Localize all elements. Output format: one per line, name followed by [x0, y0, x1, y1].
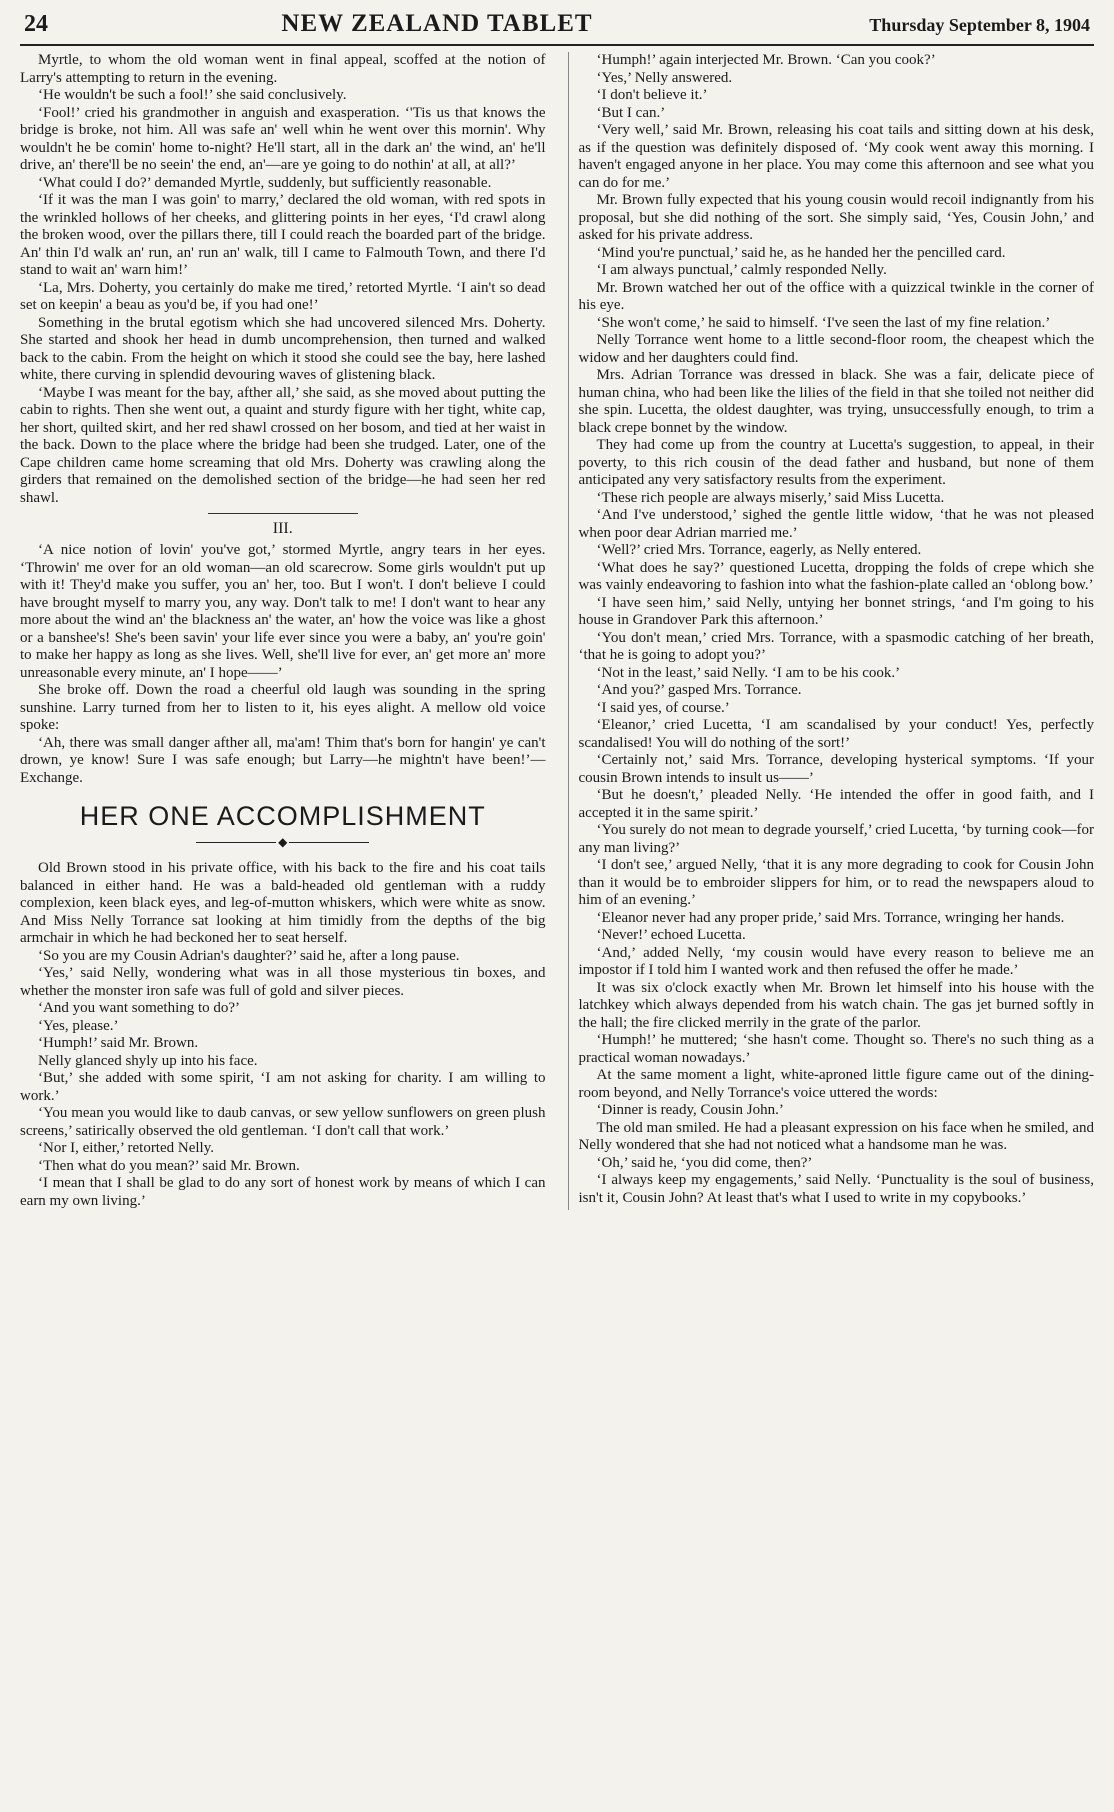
paragraph: At the same moment a light, white-aproned little figure came out of the dining-room beyond, and Nelly Torrance's voice uttered the words: — [578, 1067, 1094, 1101]
paragraph: Nelly Torrance went home to a little second-floor room, the cheapest which the widow and her daughters could find. — [578, 332, 1094, 366]
paragraph: ‘A nice notion of lovin' you've got,’ stormed Myrtle, angry tears in her eyes. ‘Throwin' me over for an old woman—an old scarecrow. Some girls wouldn't put up with it! They'd make you suffer, you an' her, too. But I won't. I don't believe I could have brought myself to marry you, any way. Don't talk to me! I don't want to hear any more about the wind an' the blackness an' the water, an' how the voice was like a ghost or a banshee's! She's been savin' your life ever since you were a baby, an' you're goin' to make her happy as long as she lives. Well, she'll live for ever, an' get more an' more unreasonable every minute, an' I hope——’ — [20, 542, 546, 681]
headline-ornament — [20, 836, 546, 848]
paragraph: ‘Eleanor,’ cried Lucetta, ‘I am scandalised by your conduct! Yes, perfectly scandalised! You will do nothing of the sort!’ — [578, 717, 1094, 751]
paragraph: ‘Mind you're punctual,’ said he, as he handed her the pencilled card. — [596, 244, 1006, 261]
paragraph: Mrs. Adrian Torrance was dressed in black. She was a fair, delicate piece of human china, who had been like the lilies of the field in that she toiled not neither did she spin. Lucetta, the oldest daughter, was trying, unsuccessfully enough, to trim a black crepe bonnet by the window. — [578, 367, 1094, 436]
paragraph: ‘And you?’ gasped Mrs. Torrance. — [596, 682, 802, 698]
paragraph: ‘But I can.’ — [596, 104, 666, 121]
issue-date: Thursday September 8, 1904 — [869, 15, 1090, 35]
paragraph: ‘Maybe I was meant for the bay, afther all,’ she said, as she moved about putting the cabin to rights. Then she went out, a quaint and sturdy figure with her tight, white cap, her short, quilted skirt, and her red shawl crossed on her bosom, and tied at her waist in the back. Down to the place where the bridge had been she trudged. Later, one of the Cape children came home screaming that old Mrs. Doherty was crawling along the girders that remained on the demolished section of the bridge—he had seen her red shawl. — [20, 384, 546, 506]
paragraph: ‘Certainly not,’ said Mrs. Torrance, developing hysterical symptoms. ‘If your cousin Brown intends to insult us——’ — [578, 752, 1094, 786]
paragraph: ‘Humph!’ he muttered; ‘she hasn't come. Thought so. There's no such thing as a practical woman nowadays.’ — [578, 1032, 1094, 1066]
paragraph: ‘Nor I, either,’ retorted Nelly. — [38, 1140, 214, 1156]
paragraph: ‘I don't believe it.’ — [596, 87, 708, 103]
paragraph: ‘He wouldn't be such a fool!’ she said conclusively. — [38, 87, 347, 103]
paragraph: ‘Yes,’ Nelly answered. — [596, 69, 733, 86]
paragraph: ‘Humph!’ said Mr. Brown. — [38, 1035, 199, 1051]
paragraph: ‘Never!’ echoed Lucetta. — [596, 927, 746, 943]
paragraph: ‘So you are my Cousin Adrian's daughter?’ said he, after a long pause. — [38, 947, 460, 964]
paragraph: ‘What could I do?’ demanded Myrtle, suddenly, but sufficiently reasonable. — [38, 174, 492, 191]
paragraph: ‘Dinner is ready, Cousin John.’ — [596, 1102, 784, 1118]
paragraph: They had come up from the country at Lucetta's suggestion, to appeal, in their poverty, to this rich cousin of the dead father and husband, but none of them anticipated any very satisfactory results from the experiment. — [578, 437, 1094, 488]
paragraph: ‘Fool!’ cried his grandmother in anguish and exasperation. ‘'Tis us that knows the bridge is broke, not him. All was safe an' well whin he went over this mornin'. Why wouldn't he be comin' home to-night? He'll start, all in the dark an' the wind, an' he'll drive, an' there'll be no seein' the end, an'—are ye going to do nothin' at all, at all?’ — [20, 104, 546, 173]
paragraph: ‘And I've understood,’ sighed the gentle little widow, ‘that he was not pleased when poor dear Adrian married me.’ — [578, 507, 1094, 541]
paragraph: ‘You surely do not mean to degrade yourself,’ cried Lucetta, ‘by turning cook—for any man living?’ — [578, 822, 1094, 856]
paragraph: Mr. Brown fully expected that his young cousin would recoil indignantly from his proposal, but she did nothing of the sort. She simply said, ‘Yes, Cousin John,’ and asked for his private address. — [578, 192, 1094, 243]
paragraph: ‘Ah, there was small danger afther all, ma'am! Thim that's born for hangin' ye can't drown, ye know! Sure I was safe enough; but Larry—he mightn't have been!’—Exchange. — [20, 734, 546, 786]
paragraph: ‘You mean you would like to daub canvas, or sew yellow sunflowers on green plush screens,’ satirically observed the old gentleman. ‘I don't call that work.’ — [20, 1105, 546, 1139]
paragraph: ‘These rich people are always miserly,’ said Miss Lucetta. — [596, 489, 945, 506]
paragraph: ‘Then what do you mean?’ said Mr. Brown. — [38, 1157, 300, 1174]
paragraph: ‘I am always punctual,’ calmly responded Nelly. — [596, 262, 887, 278]
paragraph: ‘Not in the least,’ said Nelly. ‘I am to be his cook.’ — [596, 664, 901, 681]
story-continuation — [20, 52, 546, 507]
paragraph: ‘If it was the man I was goin' to marry,’ declared the old woman, with red spots in the wrinkled hollows of her cheeks, and glittering points in her eyes, ‘I'd crawl along the broken wood, over the pillars there, till I could reach the boarded part of the bridge. An' thin I'd walk an' run, an' run an' walk, till I came to Falmouth Town, and there I'd stand to wait an' warn him!’ — [20, 192, 546, 278]
paragraph: ‘Yes,’ said Nelly, wondering what was in all those mysterious tin boxes, and whether the monster iron safe was full of gold and silver pieces. — [20, 965, 546, 999]
diamond-icon: ◆ — [278, 835, 288, 849]
paragraph: ‘I don't see,’ argued Nelly, ‘that it is any more degrading to cook for Cousin John than it would be to embroider slippers for him, or to read the newspapers aloud to him of an evening.’ — [578, 857, 1094, 908]
story-headline: HER ONE ACCOMPLISHMENT — [79, 801, 486, 831]
paragraph: ‘I said yes, of course.’ — [596, 699, 730, 716]
paragraph: ‘Humph!’ again interjected Mr. Brown. ‘Can you cook?’ — [596, 52, 936, 68]
paragraph: ‘But he doesn't,’ pleaded Nelly. ‘He intended the offer in good faith, and I accepted it in the same spirit.’ — [578, 787, 1094, 821]
ornament-line-right — [289, 842, 369, 843]
right-column — [568, 52, 1095, 1210]
paragraph: ‘Well?’ cried Mrs. Torrance, eagerly, as Nelly entered. — [596, 542, 922, 558]
paragraph: ‘La, Mrs. Doherty, you certainly do make me tired,’ retorted Myrtle. ‘I ain't so dead set on keepin' a beau as you'd be, if you had one!’ — [20, 279, 546, 313]
paragraph: ‘What does he say?’ questioned Lucetta, dropping the folds of crepe which she was vainly endeavoring to fashion into what the fashion-plate called an ‘oblong bow.’ — [578, 559, 1094, 593]
story-body — [579, 52, 1095, 1207]
left-column — [20, 52, 546, 1210]
paragraph: The old man smiled. He had a pleasant expression on his face when he smiled, and Nelly wondered that she had not noticed what a handsome man he was. — [578, 1119, 1094, 1153]
ornament-line-left — [196, 842, 276, 843]
paragraph: ‘She won't come,’ he said to himself. ‘I've seen the last of my fine relation.’ — [596, 314, 1051, 331]
story-opening — [20, 860, 546, 1210]
story-conclusion — [20, 542, 546, 787]
section-number: III. — [272, 520, 293, 537]
paragraph: ‘Oh,’ said he, ‘you did come, then?’ — [596, 1154, 813, 1171]
paragraph: ‘I have seen him,’ said Nelly, untying her bonnet strings, ‘and I'm going to his house in Grandover Park this afternoon.’ — [578, 594, 1094, 628]
page-number: 24 — [24, 11, 48, 37]
paragraph: Old Brown stood in his private office, with his back to the fire and his coat tails balanced in either hand. He was a bald-headed old gentleman with a ruddy complexion, keen black eyes, and leg-of-mutton whiskers, which were white as snow. And Miss Nelly Torrance sat looking at him timidly from the depths of the big armchair in which he had beckoned her to seat herself. — [20, 860, 546, 946]
paragraph: ‘And,’ added Nelly, ‘my cousin would have every reason to believe me an impostor if I told him I wanted work and then refused the offer he made.’ — [578, 944, 1094, 978]
paragraph: ‘You don't mean,’ cried Mrs. Torrance, with a spasmodic catching of her breath, ‘that he is going to adopt you?’ — [578, 629, 1094, 663]
paragraph: ‘Eleanor never had any proper pride,’ said Mrs. Torrance, wringing her hands. — [596, 909, 1065, 926]
paragraph: She broke off. Down the road a cheerful old laugh was sounding in the spring sunshine. Larry turned from her to listen to it, his eyes alight. A mellow old voice spoke: — [20, 682, 546, 733]
paragraph: ‘I always keep my engagements,’ said Nelly. ‘Punctuality is the soul of business, isn't it, Cousin John? At least that's what I used to write in my copybooks.’ — [578, 1172, 1094, 1206]
paragraph: ‘I mean that I shall be glad to do any sort of honest work by means of which I can earn my own living.’ — [20, 1175, 546, 1209]
masthead — [20, 10, 1094, 46]
paragraph: Myrtle, to whom the old woman went in final appeal, scoffed at the notion of Larry's attempting to return in the evening. — [20, 52, 546, 86]
section-divider — [208, 513, 358, 514]
paragraph: ‘And you want something to do?’ — [38, 1000, 241, 1016]
columns — [20, 52, 1094, 1210]
paragraph: ‘Yes, please.’ — [38, 1017, 119, 1034]
paragraph: Mr. Brown watched her out of the office with a quizzical twinkle in the corner of his eye. — [578, 279, 1094, 313]
paragraph: It was six o'clock exactly when Mr. Brown let himself into his house with the latchkey which always depended from his watch chain. The gas jet burned softly in the hall; the fire clicked merrily in the grate of the parlor. — [578, 979, 1094, 1031]
newspaper-title: NEW ZEALAND TABLET — [281, 10, 593, 37]
paragraph: ‘Very well,’ said Mr. Brown, releasing his coat tails and sitting down at his desk, as if the question was definitely disposed of. ‘My cook went away this morning. I haven't engaged anyone in her place. You may come this afternoon and see what you can do for me.’ — [578, 122, 1094, 191]
paragraph: Something in the brutal egotism which she had uncovered silenced Mrs. Doherty. She started and shook her head in dumb uncomprehension, then turned and walked back to the cabin. From the height on which it stood she could see the bay, here lashed white, there curving in splendid devouring waves of glistening black. — [20, 314, 546, 383]
paragraph: Nelly glanced shyly up into his face. — [38, 1052, 258, 1069]
paragraph: ‘But,’ she added with some spirit, ‘I am not asking for charity. I am willing to work.’ — [20, 1070, 546, 1104]
